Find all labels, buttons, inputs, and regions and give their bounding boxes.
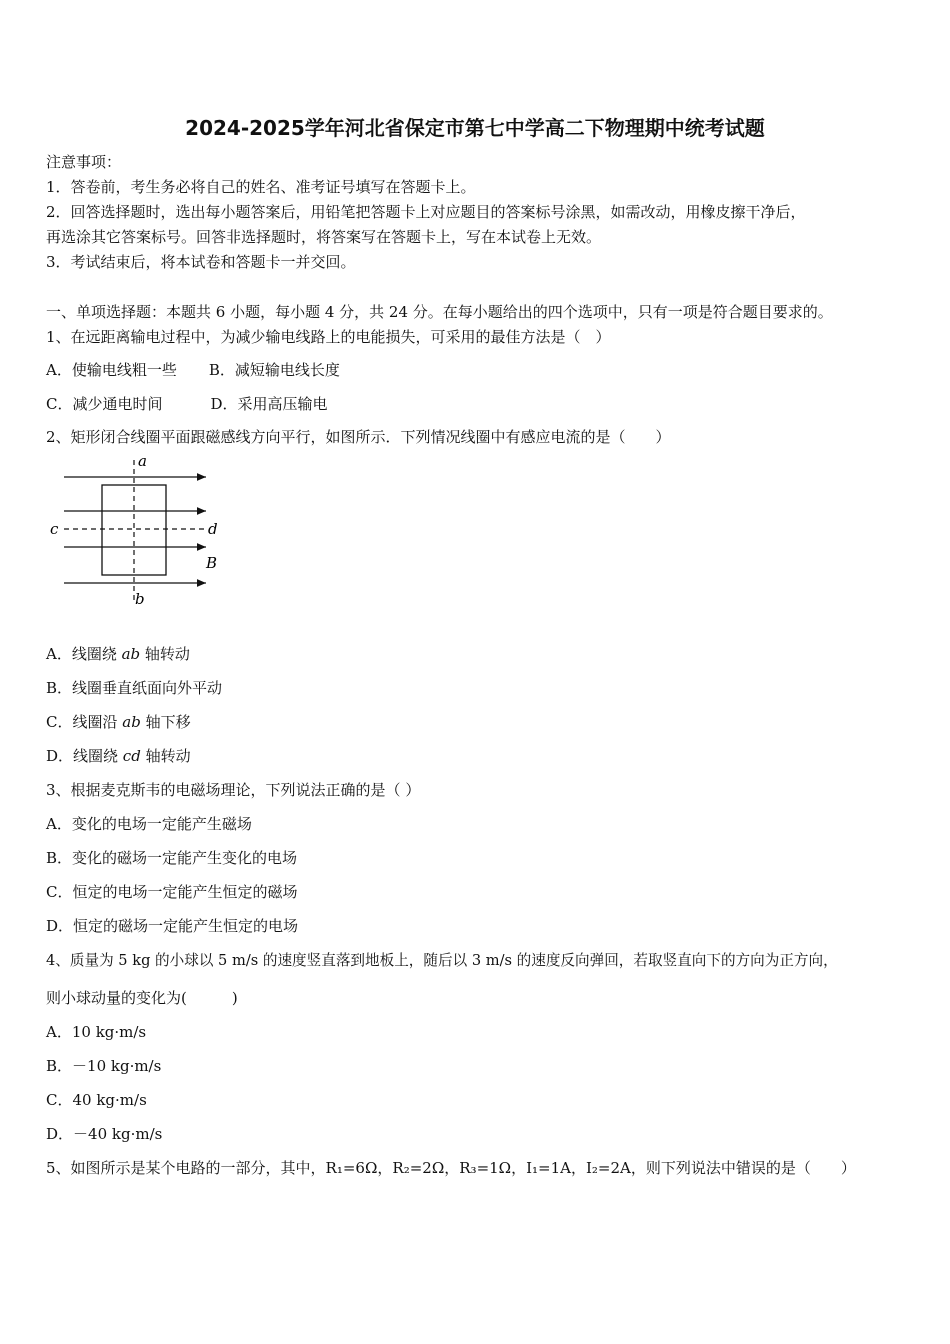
- notice-item-2: 2．回答选择题时，选出每小题答案后，用铅笔把答题卡上对应题目的答案标号涂黑，如需改动，用橡皮擦干净后，: [46, 203, 806, 221]
- q5-stem: 5、如图所示是某个电路的一部分，其中，R₁=6Ω，R₂=2Ω，R₃=1Ω，I₁=1A，I₂=2A，则下列说法中错误的是（ ）: [46, 1159, 856, 1177]
- notice-item-3: 3．考试结束后，将本试卷和答题卡一并交回。: [46, 253, 356, 271]
- q3-option-b: B．变化的磁场一定能产生变化的电场: [46, 849, 298, 867]
- section-heading: 一、单项选择题：本题共 6 小题，每小题 4 分，共 24 分。在每小题给出的四个选项中，只有一项是符合题目要求的。: [46, 303, 833, 321]
- q3-option-c: C．恒定的电场一定能产生恒定的磁场: [46, 883, 298, 901]
- q4-stem-line1: 4、质量为 5 kg 的小球以 5 m/s 的速度竖直落到地板上，随后以 3 m/s 的速度反向弹回，若取竖直向下的方向为正方向，: [46, 952, 838, 969]
- q1-option-a: A．使输电线粗一些: [46, 361, 177, 379]
- q2-option-d: D．线圈绕 cd 轴转动: [46, 747, 191, 765]
- q1-stem: 1、在远距离输电过程中，为减少输电线路上的电能损失，可采用的最佳方法是（ ）: [46, 328, 611, 346]
- label-B: B: [206, 554, 218, 572]
- label-d: d: [208, 520, 218, 538]
- label-a: a: [138, 452, 147, 470]
- q3-stem: 3、根据麦克斯韦的电磁场理论，下列说法正确的是（ ）: [46, 781, 421, 799]
- q4-option-a: A．10 kg·m/s: [46, 1023, 147, 1041]
- notice-item-2-cont: 再选涂其它答案标号。回答非选择题时，将答案写在答题卡上，写在本试卷上无效。: [46, 228, 602, 246]
- q2-stem: 2、矩形闭合线圈平面跟磁感线方向平行，如图所示．下列情况线圈中有感应电流的是（ ）: [46, 428, 671, 446]
- q1-option-d: D．采用高压输电: [210, 395, 328, 413]
- q4-option-c: C．40 kg·m/s: [46, 1091, 147, 1109]
- q1-options-ab: [46, 360, 340, 380]
- q1-options-cd: [46, 394, 328, 414]
- q2-option-a: A．线圈绕 ab 轴转动: [46, 645, 190, 663]
- label-c: c: [50, 520, 59, 538]
- q3-option-d: D．恒定的磁场一定能产生恒定的电场: [46, 917, 299, 935]
- label-b: b: [135, 590, 145, 608]
- q4-stem-line2: 则小球动量的变化为( ): [46, 989, 238, 1007]
- q1-option-b: B．减短输电线长度: [208, 361, 340, 379]
- coil-magnetic-field-diagram: [46, 452, 236, 612]
- q4-option-d: D．－40 kg·m/s: [46, 1125, 163, 1143]
- notice-header: 注意事项：: [46, 153, 122, 171]
- q2-option-c: C．线圈沿 ab 轴下移: [46, 713, 191, 731]
- page-title: 2024-2025学年河北省保定市第七中学高二下物理期中统考试题: [185, 116, 765, 140]
- q3-option-a: A．变化的电场一定能产生磁场: [46, 815, 252, 833]
- q2-option-b: B．线圈垂直纸面向外平动: [46, 679, 223, 697]
- notice-item-1: 1．答卷前，考生务必将自己的姓名、准考证号填写在答题卡上。: [46, 178, 476, 196]
- q4-option-b: B．－10 kg·m/s: [46, 1057, 162, 1075]
- q1-option-c: C．减少通电时间: [46, 395, 163, 413]
